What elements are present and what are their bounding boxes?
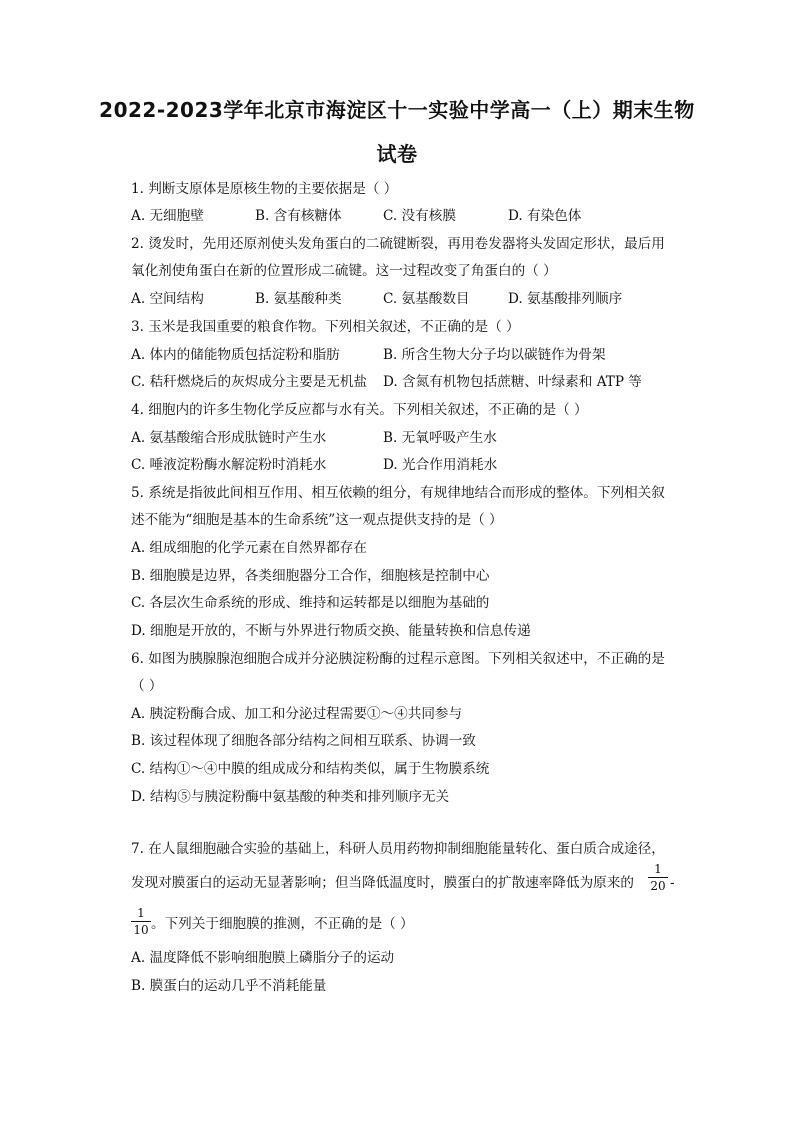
question-6-stem-line2: （ ） <box>131 678 163 694</box>
question-7-stem-line1: 7. 在人鼠细胞融合实验的基础上，科研人员用药物抑制细胞能量转化、蛋白质合成途径， <box>131 841 665 857</box>
range-dash: - <box>670 875 675 891</box>
fraction-1-denominator: 20 <box>650 879 666 893</box>
exam-title-line2: 试卷 <box>376 142 418 166</box>
question-3-option-d: D. 含氮有机物包括蔗糖、叶绿素和 ATP 等 <box>383 374 642 390</box>
question-2-option-c: C. 氨基酸数目 <box>383 291 470 307</box>
question-6-option-d: D. 结构⑤与胰淀粉酶中氨基酸的种类和排列顺序无关 <box>131 789 450 805</box>
question-3-option-a: A. 体内的储能物质包括淀粉和脂肪 <box>131 347 340 363</box>
question-7-stem-line3: 。下列关于细胞膜的推测，不正确的是（ ） <box>151 916 414 932</box>
question-2-stem-line1: 2. 烫发时，先用还原剂使头发角蛋白的二硫键断裂，再用卷发器将头发固定形状，最后用 <box>131 236 665 252</box>
question-5-option-a: A. 组成细胞的化学元素在自然界都存在 <box>131 540 367 556</box>
question-5-option-b: B. 细胞膜是边界，各类细胞器分工合作，细胞核是控制中心 <box>131 568 490 584</box>
question-4-options-row1 <box>131 429 731 447</box>
question-7-stem-line2: 发现对膜蛋白的运动无显著影响；但当降低温度时，膜蛋白的扩散速率降低为原来的 <box>131 875 634 891</box>
question-3-option-c: C. 秸秆燃烧后的灰烬成分主要是无机盐 <box>131 374 368 390</box>
question-2-stem-line2: 氧化剂使角蛋白在新的位置形成二硫键。这一过程改变了角蛋白的（ ） <box>131 263 557 279</box>
question-5-stem-line2: 述不能为“细胞是基本的生命系统”这一观点提供支持的是（ ） <box>131 512 503 528</box>
question-1-option-a: A. 无细胞壁 <box>131 208 204 224</box>
question-2-options <box>131 290 731 308</box>
question-1-option-b: B. 含有核糖体 <box>255 208 342 224</box>
question-3-options-row2 <box>131 373 731 391</box>
question-1-option-d: D. 有染色体 <box>508 208 582 224</box>
question-1-stem: 1. 判断支原体是原核生物的主要依据是（ ） <box>131 181 398 197</box>
question-3-stem: 3. 玉米是我国重要的粮食作物。下列相关叙述，不正确的是（ ） <box>131 319 520 335</box>
question-3-options-row1 <box>131 346 731 364</box>
fraction-1-numerator: 1 <box>654 862 662 876</box>
question-4-option-a: A. 氨基酸缩合形成肽链时产生水 <box>131 430 327 446</box>
question-7-option-a: A. 温度降低不影响细胞膜上磷脂分子的运动 <box>131 950 395 966</box>
exam-title-line1: 2022-2023学年北京市海淀区十一实验中学高一（上）期末生物 <box>99 98 695 122</box>
question-5-option-d: D. 细胞是开放的，不断与外界进行物质交换、能量转换和信息传递 <box>131 623 531 639</box>
question-4-option-c: C. 唾液淀粉酶水解淀粉时消耗水 <box>131 457 327 473</box>
question-5-stem-line1: 5. 系统是指彼此间相互作用、相互依赖的组分，有规律地结合而形成的整体。下列相关叙 <box>131 485 665 501</box>
fraction-1-bar <box>648 877 668 878</box>
question-4-stem: 4. 细胞内的许多生物化学反应都与水有关。下列相关叙述，不正确的是（ ） <box>131 402 588 418</box>
question-2-option-d: D. 氨基酸排列顺序 <box>508 291 623 307</box>
question-7-option-b: B. 膜蛋白的运动几乎不消耗能量 <box>131 978 327 994</box>
question-1-option-c: C. 没有核膜 <box>383 208 456 224</box>
question-6-stem-line1: 6. 如图为胰腺腺泡细胞合成并分泌胰淀粉酶的过程示意图。下列相关叙述中，不正确的是 <box>131 651 665 667</box>
question-5-option-c: C. 各层次生命系统的形成、维持和运转都是以细胞为基础的 <box>131 595 490 611</box>
question-6-option-c: C. 结构①～④中膜的组成成分和结构类似，属于生物膜系统 <box>131 761 490 777</box>
fraction-2-bar <box>131 921 151 922</box>
fraction-2-denominator: 10 <box>133 923 149 937</box>
question-3-option-b: B. 所含生物大分子均以碳链作为骨架 <box>383 347 606 363</box>
fraction-2-numerator: 1 <box>137 906 145 920</box>
question-6-option-a: A. 胰淀粉酶合成、加工和分泌过程需要①～④共同参与 <box>131 706 463 722</box>
question-6-option-b: B. 该过程体现了细胞各部分结构之间相互联系、协调一致 <box>131 733 476 749</box>
fraction-one-tenth <box>131 906 151 937</box>
question-4-options-row2 <box>131 456 731 474</box>
question-4-option-d: D. 光合作用消耗水 <box>383 457 498 473</box>
question-1-options <box>131 207 731 225</box>
question-2-option-b: B. 氨基酸种类 <box>255 291 342 307</box>
fraction-one-twentieth <box>648 862 668 893</box>
question-2-option-a: A. 空间结构 <box>131 291 204 307</box>
question-4-option-b: B. 无氧呼吸产生水 <box>383 430 497 446</box>
